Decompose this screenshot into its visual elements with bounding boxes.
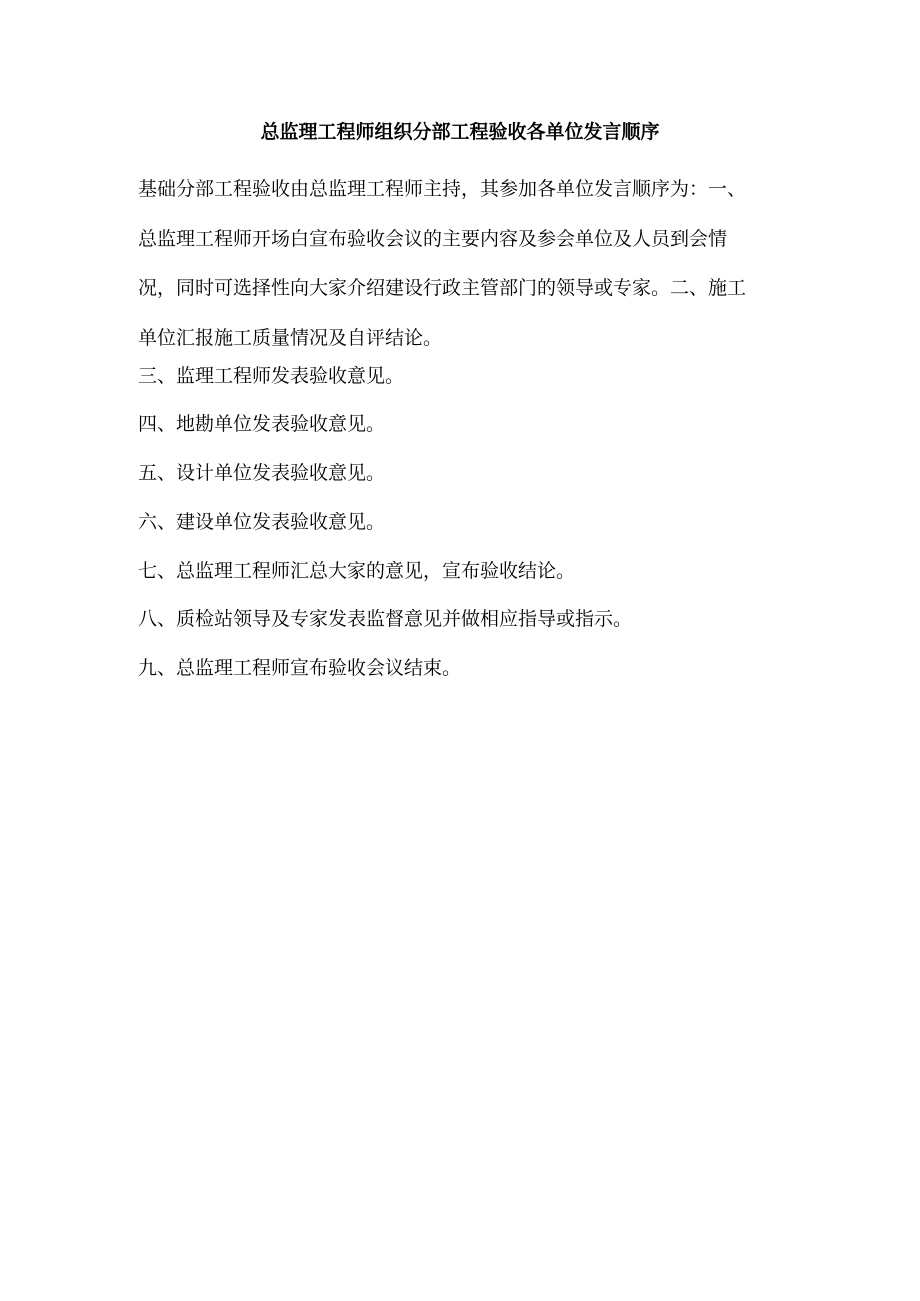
intro-line: 总监理工程师开场白宣布验收会议的主要内容及参会单位及人员到会情 bbox=[138, 227, 728, 250]
intro-line: 况，同时可选择性向大家介绍建设行政主管部门的领导或专家。二、施工 bbox=[138, 277, 747, 299]
intro-line: 单位汇报施工质量情况及自评结论。 bbox=[138, 326, 443, 349]
list-item-6: 六、建设单位发表验收意见。 bbox=[138, 511, 386, 533]
list-item-8: 八、质检站领导及专家发表监督意见并做相应指导或指示。 bbox=[138, 608, 633, 630]
list-item-3: 三、监理工程师发表验收意见。 bbox=[138, 365, 405, 387]
list-item-4: 四、地勘单位发表验收意见。 bbox=[138, 413, 386, 435]
intro-paragraph bbox=[138, 165, 786, 363]
list-item-9: 九、总监理工程师宣布验收会议结束。 bbox=[138, 657, 462, 679]
document-title: 总监理工程师组织分部工程验收各单位发言顺序 bbox=[260, 121, 660, 143]
list-item-5: 五、设计单位发表验收意见。 bbox=[138, 462, 386, 484]
intro-line: 基础分部工程验收由总监理工程师主持，其参加各单位发言顺序为：一、 bbox=[138, 178, 747, 200]
list-item-7: 七、总监理工程师汇总大家的意见，宣布验收结论。 bbox=[138, 560, 576, 582]
